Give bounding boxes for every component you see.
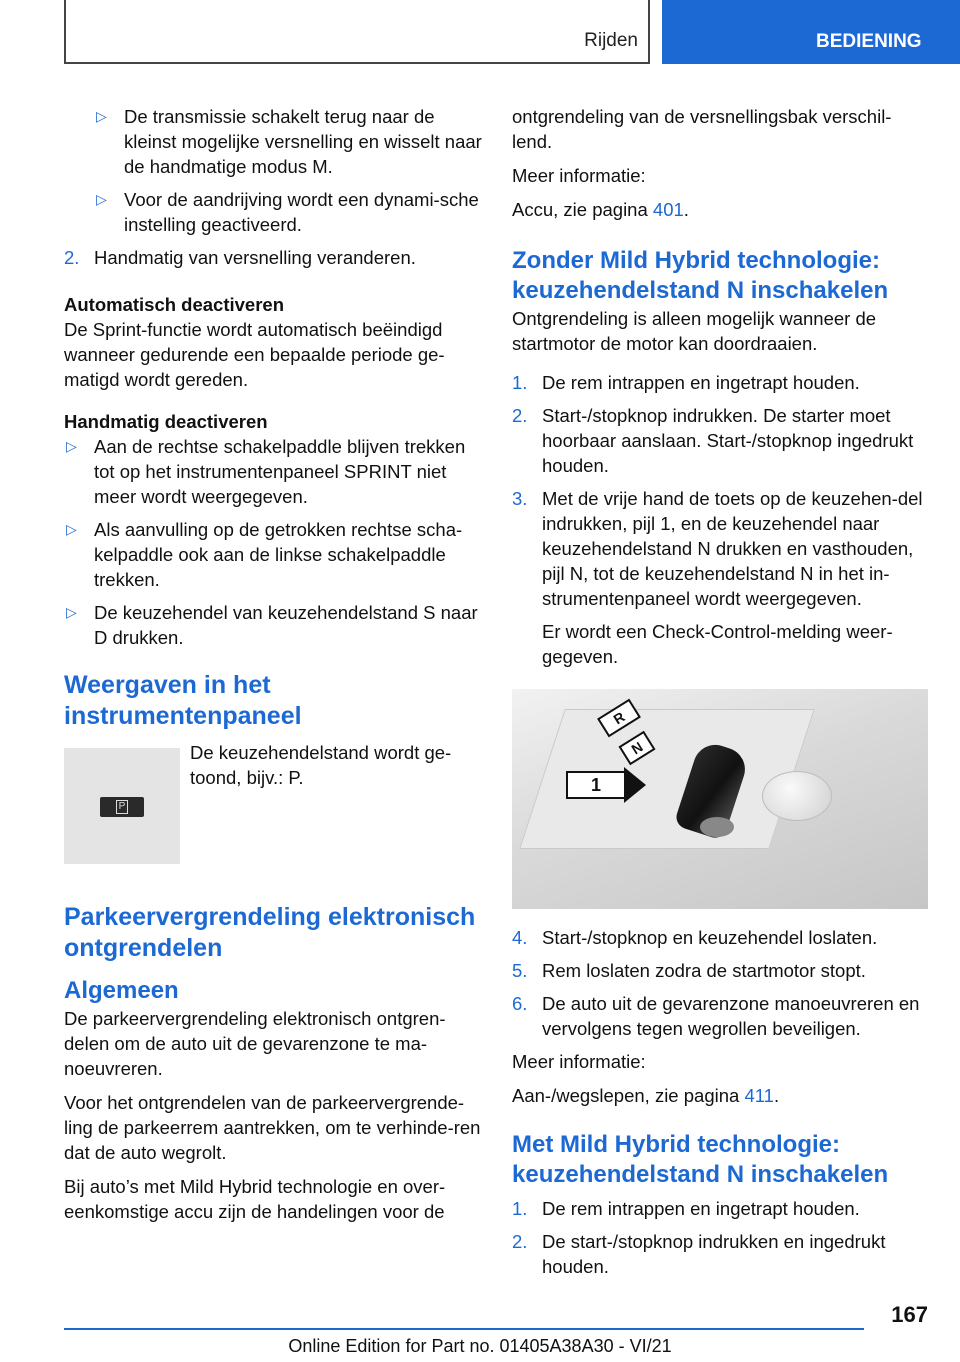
arrow-label-r: R [597,699,641,738]
gear-selector-photo [512,689,928,909]
list-item: 4. Start-/stopknop en keuzehendel loslaten. [512,927,878,948]
more-info-label: Meer informatie: [512,1051,646,1072]
paragraph: De parkeervergrendeling elektronisch ontgren-delen om de auto uit de gevarenzone te ma-noeuvreren. [64,1008,446,1079]
list-item: 2. Handmatig van versnelling veranderen. [64,247,416,268]
page-link[interactable]: 401 [652,199,684,220]
list-item: 3. Met de vrije hand de toets op de keuzehen-del indrukken, pijl 1, en de keuzehendel naar keuzehendelstand N drukken en vasthouden, pijl N, tot de keuzehendelstand N in het in-strumentenpaneel wordt weergegeven. [512,488,923,609]
triangle-bullet-icon: ▷ [66,521,77,537]
heading-general: Algemeen [64,977,179,1004]
more-info-label: Meer informatie: [512,165,646,186]
step-number: 2. [512,1231,528,1252]
paragraph: De keuzehendelstand wordt ge-toond, bijv.: P. [190,742,452,788]
heading-display: Weergaven in het instrumentenpaneel [64,671,302,730]
left-column [64,104,482,1233]
heading-without-mild-hybrid: Zonder Mild Hybrid technologie: keuzehendelstand N inschakelen [512,247,889,304]
footer-edition: Online Edition for Part no. 01405A38A30 - VI/21 [288,1336,672,1356]
triangle-bullet-icon: ▷ [96,191,107,207]
step-number: 5. [512,960,528,981]
list-item: ▷ Aan de rechtse schakelpaddle blijven trekken tot op het instrumentenpaneel SPRINT niet meer wordt weergegeven. [66,436,466,507]
triangle-bullet-icon: ▷ [96,108,107,124]
subheading-auto-deactivate: Automatisch deactiveren [64,294,285,315]
list-item: 1. De rem intrappen en ingetrapt houden. [512,372,860,393]
paragraph: Bij auto’s met Mild Hybrid technologie en over-eenkomstige accu zijn de handelingen voor de [64,1176,446,1222]
step-number: 4. [512,927,528,948]
page-link[interactable]: 411 [744,1085,774,1106]
controller-knob [762,771,832,821]
step-note: Er wordt een Check-Control-melding weer-gegeven. [542,621,893,667]
header-section-title: Rijden [584,30,638,51]
arrow-label-n: N [618,731,655,766]
step-number: 6. [512,993,528,1014]
triangle-bullet-icon: ▷ [66,438,77,454]
list-item: 1. De rem intrappen en ingetrapt houden. [512,1198,860,1219]
heading-parking-lock: Parkeervergrendeling elektronisch ontgrendelen [64,903,476,962]
gear-position-p-icon: P [100,797,144,817]
paragraph: ontgrendeling van de versnellingsbak verschil-lend. [512,106,892,152]
triangle-bullet-icon: ▷ [66,604,77,620]
list-item: 5. Rem loslaten zodra de startmotor stopt. [512,960,866,981]
step-number: 3. [512,488,528,509]
subheading-manual-deactivate: Handmatig deactiveren [64,411,268,432]
list-item: ▷ Als aanvulling op de getrokken rechtse scha-kelpaddle ook aan de linkse schakelpaddle trekken. [66,519,463,590]
list-item: 2. Start-/stopknop indrukken. De starter moet hoorbaar aanslaan. Start-/stopknop ingedrukt houden. [512,405,914,476]
step-number: 1. [512,1198,528,1219]
instrument-panel-thumbnail [64,748,180,864]
list-item: 6. De auto uit de gevarenzone manoeuvreren en vervolgens tegen wegrollen beveiligen. [512,993,920,1039]
heading-with-mild-hybrid: Met Mild Hybrid technologie: keuzehendelstand N inschakelen [512,1131,889,1188]
step-number: 1. [512,372,528,393]
arrow-label-1: 1 [566,771,626,799]
paragraph: Ontgrendeling is alleen mogelijk wanneer de startmotor de motor kan doordraaien. [512,308,877,354]
header-frame [64,0,650,64]
paragraph: De Sprint-functie wordt automatisch beëindigd wanneer gedurende een bepaalde periode ge-matigd wordt gereden. [64,319,445,390]
gear-lever-base [700,817,734,837]
display-example [64,740,482,886]
arrow-right-icon [624,767,646,803]
step-number: 2. [512,405,528,426]
list-item: ▷ Voor de aandrijving wordt een dynami-sche instelling geactiveerd. [96,189,479,235]
page-number: 167 [891,1302,928,1327]
paragraph: Voor het ontgrendelen van de parkeervergrende-ling de parkeerrem aantrekken, om te verhinde-ren dat de auto wegrolt. [64,1092,481,1163]
step-number: 2. [64,247,80,268]
list-item: ▷ De keuzehendel van keuzehendelstand S naar D drukken. [66,602,478,648]
cross-reference: Accu, zie pagina 401. [512,199,689,220]
cross-reference: Aan-/wegslepen, zie pagina 411. [512,1085,780,1106]
list-item: 2. De start-/stopknop indrukken en ingedrukt houden. [512,1231,886,1277]
right-column [512,104,928,1287]
list-item: ▷ De transmissie schakelt terug naar de kleinst mogelijke versnelling en wisselt naar de handmatige modus M. [96,106,482,177]
header-chapter-tab: BEDIENING [662,0,960,64]
footer-divider [64,1328,864,1330]
